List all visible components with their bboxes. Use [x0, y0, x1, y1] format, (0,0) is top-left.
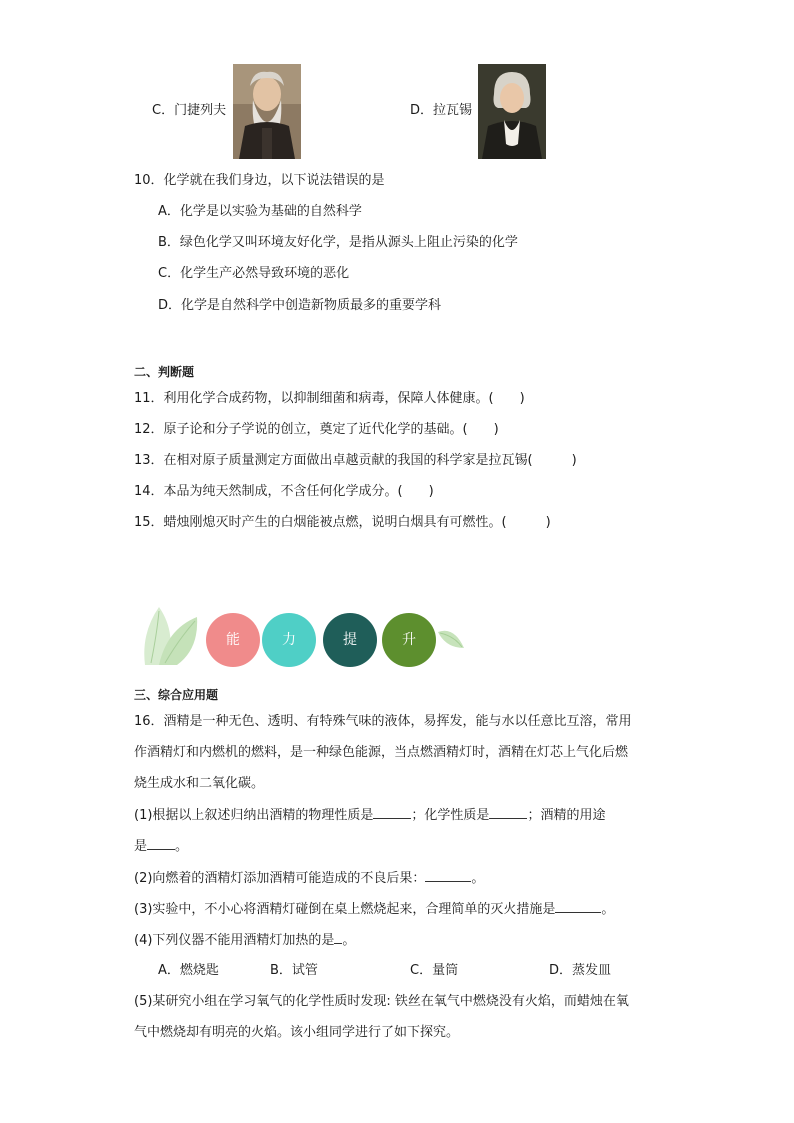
- answer-blank[interactable]: [555, 900, 601, 913]
- answer-blank[interactable]: [489, 806, 527, 819]
- q16-sub5-line-1: (5)某研究小组在学习氧气的化学性质时发现: 铁丝在氧气中燃烧没有火焰，而蜡烛在氧: [134, 994, 629, 1009]
- answer-blank[interactable]: [425, 869, 471, 882]
- q16-sub4-option-d: D．蒸发皿: [549, 963, 612, 978]
- q16-text-line-1: 16．酒精是一种无色、透明、有特殊气味的液体，易挥发，能与水以任意比互溶，常用: [134, 714, 632, 729]
- section-3-heading: 三、综合应用题: [134, 688, 219, 702]
- q16-sub3: (3)实验中，不小心将酒精灯碰倒在桌上燃烧起来，合理简单的灭火措施是 。: [134, 902, 615, 917]
- q16-text-line-3: 烧生成水和二氧化碳。: [134, 776, 265, 791]
- option-c-label: C．门捷列夫: [152, 103, 227, 118]
- leaf-decoration-left: [137, 603, 207, 667]
- section-2-heading: 二、判断题: [134, 365, 195, 379]
- q10-option-b: B．绿色化学又叫环境友好化学，是指从源头上阻止污染的化学: [158, 235, 518, 250]
- q10-option-a: A．化学是以实验为基础的自然科学: [158, 204, 362, 219]
- q16-sub5-line-2: 气中燃烧却有明亮的火焰。该小组同学进行了如下探究。: [134, 1025, 460, 1040]
- question-11: 11．利用化学合成药物，以抑制细菌和病毒，保障人体健康。( ): [134, 391, 525, 406]
- q16-sub4: (4)下列仪器不能用酒精灯加热的是 。: [134, 933, 356, 948]
- answer-blank[interactable]: [373, 806, 411, 819]
- question-14: 14．本品为纯天然制成，不含任何化学成分。( ): [134, 484, 434, 499]
- q16-sub1-line-1: (1)根据以上叙述归纳出酒精的物理性质是 ；化学性质是 ；酒精的用途: [134, 808, 606, 823]
- lavoisier-portrait-image: [478, 64, 546, 159]
- option-d-label: D．拉瓦锡: [410, 103, 473, 118]
- banner-circle-2: 力: [262, 613, 316, 667]
- q10-option-c: C．化学生产必然导致环境的恶化: [158, 266, 350, 281]
- banner-circle-3: 提: [323, 613, 377, 667]
- q16-sub4-option-b: B．试管: [270, 963, 318, 978]
- q16-sub1-line-2: 是 。: [134, 839, 189, 854]
- q16-sub2: (2)向燃着的酒精灯添加酒精可能造成的不良后果： 。: [134, 871, 485, 886]
- q16-sub4-option-c: C．量筒: [410, 963, 459, 978]
- question-13: 13．在相对原子质量测定方面做出卓越贡献的我国的科学家是拉瓦锡( ): [134, 453, 577, 468]
- question-10-stem: 10．化学就在我们身边，以下说法错误的是: [134, 173, 385, 188]
- q10-option-d: D．化学是自然科学中创造新物质最多的重要学科: [158, 298, 442, 313]
- banner-circle-4: 升: [382, 613, 436, 667]
- question-15: 15．蜡烛刚熄灭时产生的白烟能被点燃，说明白烟具有可燃性。( ): [134, 515, 551, 530]
- answer-blank[interactable]: [147, 837, 175, 850]
- banner-circle-1: 能: [206, 613, 260, 667]
- q16-text-line-2: 作酒精灯和内燃机的燃料，是一种绿色能源，当点燃酒精灯时，酒精在灯芯上气化后燃: [134, 745, 629, 760]
- mendeleev-portrait-image: [233, 64, 301, 159]
- question-12: 12．原子论和分子学说的创立，奠定了近代化学的基础。( ): [134, 422, 499, 437]
- leaf-decoration-right: [436, 626, 466, 652]
- q16-sub4-option-a: A．燃烧匙: [158, 963, 219, 978]
